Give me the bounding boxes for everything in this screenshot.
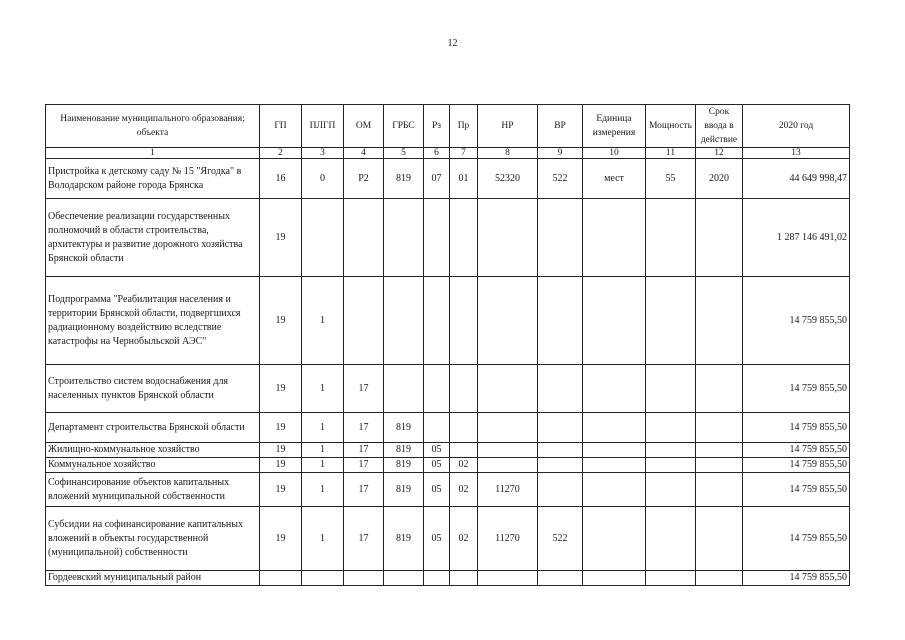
table-row bbox=[46, 365, 850, 413]
row-unit-cell bbox=[583, 507, 646, 571]
row-power-cell bbox=[646, 443, 696, 458]
row-name-cell: Департамент строительства Брянской области bbox=[46, 413, 260, 443]
header-grbs: ГРБС bbox=[384, 105, 424, 148]
budget-table bbox=[45, 104, 850, 586]
row-year-cell bbox=[696, 277, 743, 365]
row-amount-cell: 14 759 855,50 bbox=[743, 507, 850, 571]
column-number: 7 bbox=[450, 148, 478, 159]
row-om-cell bbox=[344, 199, 384, 277]
row-om-cell: 17 bbox=[344, 443, 384, 458]
row-vr-cell bbox=[538, 199, 583, 277]
row-year-cell bbox=[696, 571, 743, 586]
row-unit-cell bbox=[583, 473, 646, 507]
table-row bbox=[46, 199, 850, 277]
row-name-cell: Подпрограмма "Реабилитация населения и территории Брянской области, подвергшихся радиационному воздействию вследствие катастрофы на Чернобыльской АЭС" bbox=[46, 277, 260, 365]
row-nr-cell bbox=[478, 199, 538, 277]
row-om-cell: 17 bbox=[344, 458, 384, 473]
row-gp-cell: 19 bbox=[260, 473, 302, 507]
header-plgp: ПЛГП bbox=[302, 105, 344, 148]
header-name: Наименование муниципального образования; объекта bbox=[46, 105, 260, 148]
row-vr-cell: 522 bbox=[538, 507, 583, 571]
row-plgp-cell: 1 bbox=[302, 507, 344, 571]
row-rz-cell: 05 bbox=[424, 458, 450, 473]
header-om: ОМ bbox=[344, 105, 384, 148]
row-unit-cell bbox=[583, 458, 646, 473]
row-amount-cell: 14 759 855,50 bbox=[743, 443, 850, 458]
table-row bbox=[46, 159, 850, 199]
row-nr-cell: 11270 bbox=[478, 507, 538, 571]
row-power-cell bbox=[646, 507, 696, 571]
row-power-cell: 55 bbox=[646, 159, 696, 199]
row-rz-cell: 07 bbox=[424, 159, 450, 199]
row-amount-cell: 14 759 855,50 bbox=[743, 413, 850, 443]
row-rz-cell: 05 bbox=[424, 473, 450, 507]
row-amount-cell: 44 649 998,47 bbox=[743, 159, 850, 199]
header-commission-date: Срок ввода в действие bbox=[696, 105, 743, 148]
row-power-cell bbox=[646, 277, 696, 365]
row-vr-cell bbox=[538, 458, 583, 473]
table-row bbox=[46, 443, 850, 458]
column-number: 11 bbox=[646, 148, 696, 159]
row-gp-cell: 16 bbox=[260, 159, 302, 199]
row-nr-cell bbox=[478, 365, 538, 413]
table-row bbox=[46, 277, 850, 365]
row-om-cell: 17 bbox=[344, 507, 384, 571]
row-nr-cell bbox=[478, 443, 538, 458]
row-om-cell: 17 bbox=[344, 473, 384, 507]
header-unit: Единица измерения bbox=[583, 105, 646, 148]
row-year-cell bbox=[696, 443, 743, 458]
row-plgp-cell: 0 bbox=[302, 159, 344, 199]
column-number: 1 bbox=[46, 148, 260, 159]
row-power-cell bbox=[646, 365, 696, 413]
table-row bbox=[46, 571, 850, 586]
row-name-cell: Пристройка к детскому саду № 15 "Ягодка" в Володарском районе города Брянска bbox=[46, 159, 260, 199]
column-number: 12 bbox=[696, 148, 743, 159]
row-name-cell: Софинансирование объектов капитальных вложений муниципальной собственности bbox=[46, 473, 260, 507]
row-unit-cell: мест bbox=[583, 159, 646, 199]
row-unit-cell bbox=[583, 365, 646, 413]
row-unit-cell bbox=[583, 277, 646, 365]
column-number: 13 bbox=[743, 148, 850, 159]
row-pr-cell bbox=[450, 413, 478, 443]
row-gp-cell: 19 bbox=[260, 443, 302, 458]
row-name-cell: Гордеевский муниципальный район bbox=[46, 571, 260, 586]
row-pr-cell: 02 bbox=[450, 473, 478, 507]
column-number: 4 bbox=[344, 148, 384, 159]
row-rz-cell: 05 bbox=[424, 443, 450, 458]
row-grbs-cell bbox=[384, 571, 424, 586]
row-unit-cell bbox=[583, 443, 646, 458]
table-header-row bbox=[46, 105, 850, 148]
row-pr-cell bbox=[450, 571, 478, 586]
row-nr-cell bbox=[478, 571, 538, 586]
column-number: 8 bbox=[478, 148, 538, 159]
row-amount-cell: 14 759 855,50 bbox=[743, 473, 850, 507]
row-vr-cell bbox=[538, 443, 583, 458]
row-plgp-cell bbox=[302, 199, 344, 277]
row-nr-cell bbox=[478, 458, 538, 473]
row-nr-cell bbox=[478, 277, 538, 365]
row-pr-cell bbox=[450, 443, 478, 458]
row-rz-cell bbox=[424, 571, 450, 586]
row-grbs-cell bbox=[384, 199, 424, 277]
row-grbs-cell: 819 bbox=[384, 473, 424, 507]
row-om-cell: 17 bbox=[344, 413, 384, 443]
row-year-cell bbox=[696, 365, 743, 413]
row-vr-cell bbox=[538, 571, 583, 586]
row-vr-cell bbox=[538, 473, 583, 507]
row-om-cell bbox=[344, 571, 384, 586]
row-year-cell bbox=[696, 199, 743, 277]
row-name-cell: Обеспечение реализации государственных полномочий в области строительства, архитектуры и развитие дорожного хозяйства Брянской области bbox=[46, 199, 260, 277]
row-gp-cell: 19 bbox=[260, 277, 302, 365]
row-vr-cell bbox=[538, 413, 583, 443]
column-number: 10 bbox=[583, 148, 646, 159]
row-gp-cell: 19 bbox=[260, 458, 302, 473]
table-row bbox=[46, 458, 850, 473]
row-year-cell bbox=[696, 458, 743, 473]
column-number: 5 bbox=[384, 148, 424, 159]
row-om-cell: Р2 bbox=[344, 159, 384, 199]
header-vr: ВР bbox=[538, 105, 583, 148]
row-amount-cell: 14 759 855,50 bbox=[743, 277, 850, 365]
row-plgp-cell: 1 bbox=[302, 473, 344, 507]
row-rz-cell bbox=[424, 277, 450, 365]
row-pr-cell: 02 bbox=[450, 507, 478, 571]
row-pr-cell bbox=[450, 365, 478, 413]
row-plgp-cell: 1 bbox=[302, 277, 344, 365]
row-unit-cell bbox=[583, 571, 646, 586]
row-amount-cell: 14 759 855,50 bbox=[743, 458, 850, 473]
row-year-cell bbox=[696, 413, 743, 443]
row-grbs-cell: 819 bbox=[384, 458, 424, 473]
row-rz-cell: 05 bbox=[424, 507, 450, 571]
header-power: Мощность bbox=[646, 105, 696, 148]
row-rz-cell bbox=[424, 365, 450, 413]
row-gp-cell: 19 bbox=[260, 413, 302, 443]
row-om-cell bbox=[344, 277, 384, 365]
row-plgp-cell: 1 bbox=[302, 443, 344, 458]
row-pr-cell bbox=[450, 277, 478, 365]
row-nr-cell: 52320 bbox=[478, 159, 538, 199]
row-gp-cell: 19 bbox=[260, 507, 302, 571]
header-year-2020: 2020 год bbox=[743, 105, 850, 148]
column-number: 9 bbox=[538, 148, 583, 159]
row-vr-cell bbox=[538, 277, 583, 365]
row-pr-cell: 02 bbox=[450, 458, 478, 473]
row-grbs-cell: 819 bbox=[384, 443, 424, 458]
row-plgp-cell bbox=[302, 571, 344, 586]
row-rz-cell bbox=[424, 413, 450, 443]
column-number-row bbox=[46, 148, 850, 159]
row-amount-cell: 1 287 146 491,02 bbox=[743, 199, 850, 277]
row-gp-cell: 19 bbox=[260, 199, 302, 277]
row-grbs-cell: 819 bbox=[384, 507, 424, 571]
column-number: 3 bbox=[302, 148, 344, 159]
row-name-cell: Строительство систем водоснабжения для населенных пунктов Брянской области bbox=[46, 365, 260, 413]
row-om-cell: 17 bbox=[344, 365, 384, 413]
row-power-cell bbox=[646, 199, 696, 277]
row-vr-cell bbox=[538, 365, 583, 413]
row-power-cell bbox=[646, 458, 696, 473]
row-plgp-cell: 1 bbox=[302, 365, 344, 413]
row-unit-cell bbox=[583, 199, 646, 277]
row-name-cell: Жилищно-коммунальное хозяйство bbox=[46, 443, 260, 458]
row-nr-cell: 11270 bbox=[478, 473, 538, 507]
row-grbs-cell: 819 bbox=[384, 413, 424, 443]
row-name-cell: Субсидии на софинансирование капитальных вложений в объекты государственной (муниципальной) собственности bbox=[46, 507, 260, 571]
table-body bbox=[46, 159, 850, 586]
row-vr-cell: 522 bbox=[538, 159, 583, 199]
row-power-cell bbox=[646, 571, 696, 586]
row-year-cell bbox=[696, 507, 743, 571]
row-gp-cell bbox=[260, 571, 302, 586]
row-unit-cell bbox=[583, 413, 646, 443]
row-grbs-cell bbox=[384, 277, 424, 365]
header-gp: ГП bbox=[260, 105, 302, 148]
row-grbs-cell: 819 bbox=[384, 159, 424, 199]
row-nr-cell bbox=[478, 413, 538, 443]
row-year-cell: 2020 bbox=[696, 159, 743, 199]
header-pr: Пр bbox=[450, 105, 478, 148]
row-amount-cell: 14 759 855,50 bbox=[743, 365, 850, 413]
column-number: 6 bbox=[424, 148, 450, 159]
header-rz: Рз bbox=[424, 105, 450, 148]
row-pr-cell bbox=[450, 199, 478, 277]
row-year-cell bbox=[696, 473, 743, 507]
row-gp-cell: 19 bbox=[260, 365, 302, 413]
header-nr: НР bbox=[478, 105, 538, 148]
table-row bbox=[46, 473, 850, 507]
table-row bbox=[46, 413, 850, 443]
column-number: 2 bbox=[260, 148, 302, 159]
row-amount-cell: 14 759 855,50 bbox=[743, 571, 850, 586]
row-plgp-cell: 1 bbox=[302, 458, 344, 473]
page-number: 12 bbox=[447, 38, 458, 49]
row-name-cell: Коммунальное хозяйство bbox=[46, 458, 260, 473]
row-pr-cell: 01 bbox=[450, 159, 478, 199]
row-grbs-cell bbox=[384, 365, 424, 413]
row-rz-cell bbox=[424, 199, 450, 277]
row-plgp-cell: 1 bbox=[302, 413, 344, 443]
row-power-cell bbox=[646, 413, 696, 443]
row-power-cell bbox=[646, 473, 696, 507]
table-row bbox=[46, 507, 850, 571]
